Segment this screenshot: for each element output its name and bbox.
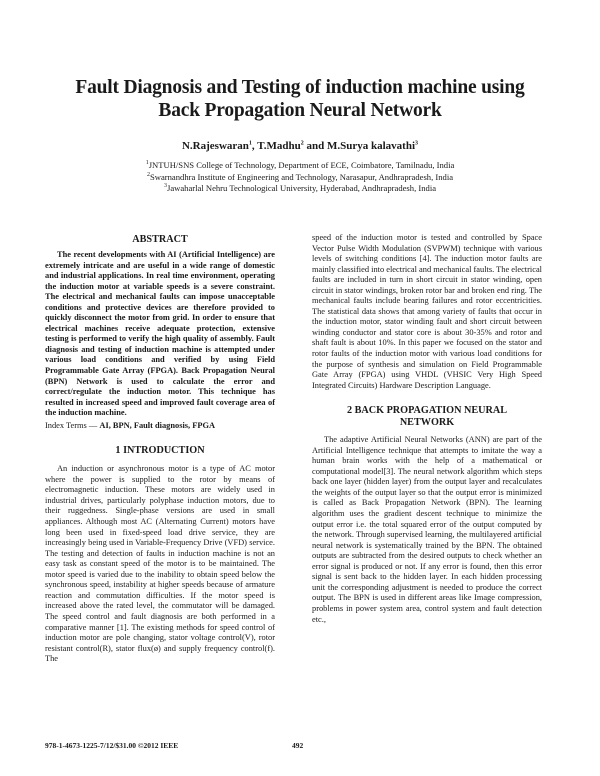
abstract-heading: ABSTRACT: [132, 234, 188, 245]
bpn-body: The adaptive Artificial Neural Networks (ANN) are part of the Artificial Intelligence technique that attempts to imitate the way a human brain works with the help of a mathematical or computational model[3]. The neural network algorithm which steps back one layer (hidden layer) from the output layer and recalculates the weights of the output layer so that the output error is minimized is called as Back Propagation Network (BPN). The learning algorithm uses the gradient descent technique to minimize the output error i.e. the total squared error of the output computed by the network. Through supervised learning, the multilayered artificial neural network is systematically trained by the BPN. The obtained outputs are subtracted from the desired outputs to check whether an error signal is produced or not. If any error is found, then this error signal is sent back to the hidden layer. In each hidden processing unit the corresponding adjustment is needed to produce the correct output. The BPN is used in different areas like Image compression, problems in power system area, control system and fault detection etc.,: [312, 435, 542, 624]
author-sup: 2: [300, 140, 304, 147]
author-sup: 3: [415, 140, 418, 147]
author-sup: 1: [248, 140, 252, 147]
abstract-body: The recent developments with AI (Artificial Intelligence) are extremely intricate and are useful in a wide range of domestic and industrial applications. In real time environment, operating the induction motor at variable speeds is a severe constraint. The electrical and mechanical faults can impose unacceptable conditions and protective devices are therefore provided to quickly disconnect the motor from grid. In order to ensure that electrical machines receive adequate protection, extensive testing is performed to verify the high quality of assembly. Fault diagnosis and testing of induction machine is attempted under various load conditions and verified by using Field Programmable Gate Array (FPGA). Back Propagation Neural (BPN) Network is used to calculate the error and correct/regulate the induction motor. This technique has resulted in increased speed and improved fault coverage area of the induction machine.: [45, 250, 275, 418]
right-column: [312, 233, 542, 625]
footer-isbn: 978-1-4673-1225-7/12/$31.00 ©2012 IEEE: [45, 741, 179, 750]
bpn-heading: [312, 405, 542, 429]
bpn-heading-line-1: 2 BACK PROPAGATION NEURAL: [346, 405, 508, 417]
author-separator: ,: [251, 140, 258, 152]
paper-title: [40, 76, 560, 122]
title-line-2: Back Propagation Neural Network: [158, 100, 442, 121]
introduction-continuation: speed of the induction motor is tested and controlled by Space Vector Pulse Width Modulation (SVPWM) technique with various levels of switching conditions [4]. The induction motor faults are mainly classified into electrical and mechanical faults. The electrical faults are included in turn in short circuit in stator winding, open circuit in stator windings, broken rotor bar and broken end ring. The mechanical faults include bearing failures and rotor eccentricities. The statistical data shows that among variety of faults that occur in the induction motor, stator winding fault and short circuit between winding conductor and stator core is about 30-35% and rotor and shaft fault is about 10%. In this paper we focused on the stator and rotor faults of the induction motor with various load conditions for the purpose of synthesis and simulation on Field Programmable Gate Array (FPGA) using VHDL (VHSIC Very High Speed Integrated Circuits) Hardware Description Language.: [312, 233, 542, 390]
introduction-heading: 1 INTRODUCTION: [115, 445, 205, 457]
index-terms: [45, 421, 275, 432]
affiliation-sup: 2: [146, 171, 150, 178]
index-terms-values: AI, BPN, Fault diagnosis, FPGA: [99, 420, 216, 430]
author-name: M.Surya kalavathi: [326, 140, 415, 152]
author-name: T.Madhu: [257, 140, 301, 152]
affiliation-text: Jawaharlal Nehru Technological University, Hyderabad, Andhrapradesh, India: [166, 183, 437, 193]
title-line-1: Fault Diagnosis and Testing of induction machine using: [75, 77, 525, 98]
affiliation-sup: 1: [145, 160, 149, 167]
affiliation-text: JNTUH/SNS College of Technology, Department of ECE, Coimbatore, Tamilnadu, India: [148, 160, 455, 170]
author-name: N.Rajeswaran: [181, 140, 249, 152]
author-list: [40, 140, 560, 152]
author-separator: and: [303, 140, 327, 152]
introduction-body: An induction or asynchronous motor is a type of AC motor where the power is supplied to the rotor by means of electromagnetic induction. These motors are widely used in industrial drives, particularly polyphase induction motors, due to their ruggedness. Single-phase versions are used in small appliances. Although most AC (Alternating Current) motors have long been used in fixed-speed load drive service, they are increasingly being used in Variable-Frequency Drive (VFD) service. The testing and detection of faults in induction machine is not an easy task as constant speed of the motor is to be maintained. The motor speed is varied due to the inability to obtain speed below the synchronous speed, instability at higher speeds because of armature reaction and commutation difficulties. If the motor speed is increased above the rated level, the commutator will be damaged. The speed control and fault diagnosis are both performed in a comparative manner [1]. The existing methods for speed control of induction motor are pole changing, stator voltage control(V), rotor resistant control(R), stator flux(ø) and supply frequency control(f). The: [45, 464, 275, 664]
index-terms-label: Index Terms —: [45, 420, 98, 430]
bpn-heading-line-2: NETWORK: [399, 417, 455, 429]
left-column: [45, 234, 275, 665]
footer-page-number: 492: [292, 741, 304, 750]
affiliation-2: [40, 172, 560, 184]
affiliation-sup: 3: [163, 183, 167, 190]
affiliation-1: [40, 160, 560, 172]
affiliation-3: [40, 183, 560, 195]
affiliation-text: Swarnandhra Institute of Engineering and Technology, Narasapur, Andhrapradesh, India: [149, 171, 454, 182]
